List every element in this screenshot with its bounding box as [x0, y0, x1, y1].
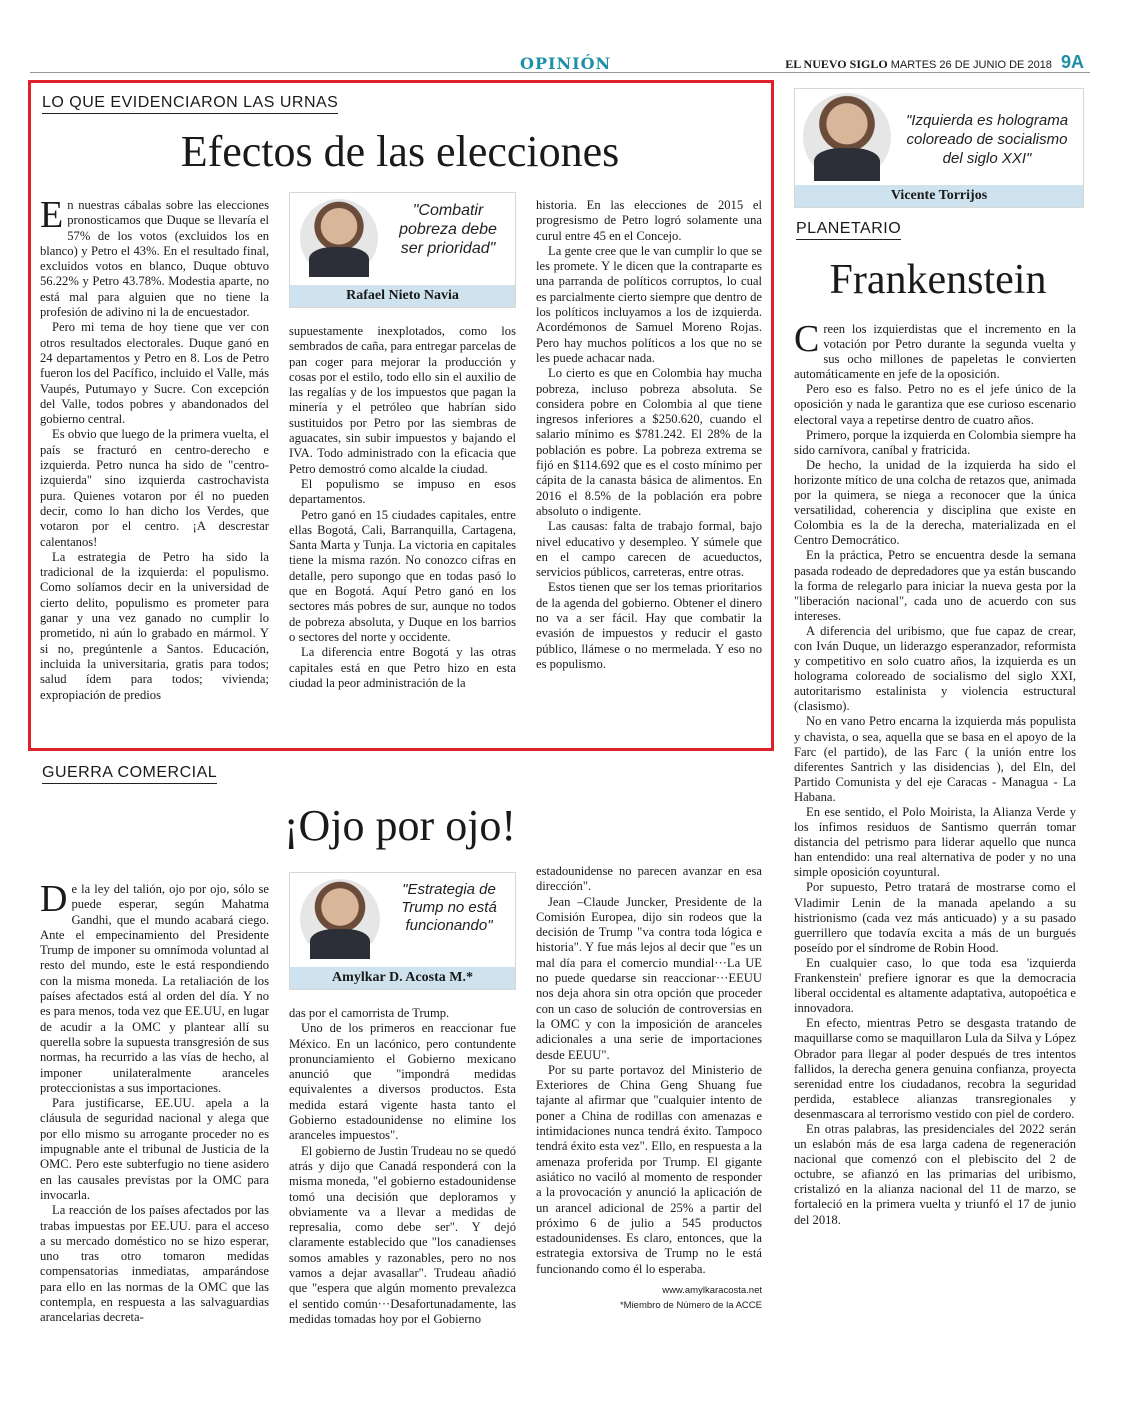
header-divider: [30, 72, 1090, 73]
article3-kicker: PLANETARIO: [796, 220, 901, 240]
paragraph: No en vano Petro encarna la izquierda más populista y chavista, o sea, aquella que se basa en el apoyo de la Farc (el partido), de las Farc ( la unión entre los diferentes Santrich y las disidencias ), del Eln, del Partido Comunista y del eje Caracas - Managua - La Habana.: [794, 714, 1076, 804]
paragraph: En efecto, mientras Petro se desgasta tratando de maquillarse como se maquillaron Lula da Silva y López Obrador para llegar al poder después de tres intentos fallidos, la derecha genera genuina confianza, proyecta serenidad entre los ciudadanos, recobra la seguridad perdida, establece alianzas transregionales y desenmascara al terrorismo vestido con piel de cordero.: [794, 1016, 1076, 1121]
article2-kicker: GUERRA COMERCIAL: [42, 764, 217, 784]
paper-name: EL NUEVO SIGLO: [785, 57, 888, 71]
paragraph: Pero mi tema de hoy tiene que ver con otros resultados electorales. Duque ganó en 24 departamentos y Petro en 8. Los de Petro fueron los del Pacífico, incluido el Valle, más Vaupés, Putumayo y Sucre. Con excepción del Valle, todos pobres y abandonados del gobierno central.: [40, 320, 269, 427]
paragraph: Para justificarse, EE.UU. apela a la cláusula de seguridad nacional y alega que por ello mismo su arrogante proceder no es impugnable ante el tribunal de Justicia de la OMC. Pero este subterfugio no tiene asidero en las causales previstas por la OMC para invocarla.: [40, 1096, 269, 1202]
paragraph: estadounidense no parecen avanzar en esa dirección".: [536, 864, 762, 894]
author-name: Vicente Torrijos: [795, 185, 1083, 207]
author-box-3: [794, 88, 1084, 208]
paragraph: En cualquier caso, lo que toda esa 'izquierda Frankenstein' prefiere ignorar es que la democracia liberal occidental es altamente adaptativa, autopoética e innovadora.: [794, 955, 1076, 1016]
paragraph: Estos tienen que ser los temas prioritarios de la agenda del gobierno. Obtener el dinero no va a ser fácil. Hay que combatir la evasión de impuestos y reducir el gasto público, llámese o no mermelada. Y eso no es populismo.: [536, 580, 762, 671]
article1-col2: [289, 324, 516, 691]
paragraph: reen los izquierdistas que el incremento en la votación por Petro durante la segunda vuelta y sus ocho millones de papeletas le convierten automáticamente en jefe de la oposición.: [794, 322, 1076, 382]
paragraph: El gobierno de Justin Trudeau no se quedó atrás y dijo que Canadá responderá con la misma moneda, "el gobierno estadounidense tomó una decisión que deploramos y obviamente va a llevar a medidas de represalia, como debe ser". Y dejó claramente establecido que "los canadienses somos amables y razonables, pero no nos vamos a dejar avasallar". Trudeau añadió que "espera que algún momento prevalezca el sentido común···Desafortunadamente, las medidas tomadas hoy por el Gobierno: [289, 1143, 516, 1326]
paragraph: supuestamente inexplotados, como los sembrados de caña, para entregar parcelas de pan coger para mejorar la producción y cosas por el estilo, todo ello sin el auxilio de las regalías y de los impuestos que pagan la minería y el petróleo que habrían sido sustituidos por Petro por las siembras de aguacates, sin subir impuestos y bajando el IVA. Todo administrado con la eficacia que Petro demostró como alcalde la ciudad.: [289, 324, 516, 476]
paragraph: Jean –Claude Juncker, Presidente de la Comisión Europea, dijo sin rodeos que la decisión de Trump "va contra toda lógica e historia". Y fue más lejos al decir que "es un mal día para el comercio mundial···La UE no puede quedarse sin reaccionar···EEUU nos deja ahora sin otra opción que proceder con un caso de solución de controversias en la OMC y con la imposición de aranceles adicionales a una serie de importaciones desde EEUU".: [536, 894, 762, 1062]
dropcap: D: [40, 878, 68, 920]
author-name: Amylkar D. Acosta M.*: [290, 967, 515, 989]
paragraph: La gente cree que le van cumplir lo que se les promete. Y le dicen que la contraparte es una parranda de políticos corruptos, lo cual es parcialmente cierto siempre que dentro de los políticos incluyamos a los de izquierda. Acordémonos de Samuel Moreno Rojas. Pero hay muchos políticos a los que no se les puede achacar nada.: [536, 243, 762, 365]
article2-col3: [536, 864, 762, 1314]
author-name: Rafael Nieto Navia: [290, 285, 515, 307]
paragraph: Lo cierto es que en Colombia hay mucha pobreza, incluso pobreza absoluta. Se considera pobre en Colombia al que tiene ingresos inferiores a $250.620, cuando el salario mínimo es $781.242. El 28% de la población es pobre. La pobreza extrema se fijó en $114.692 que es el costo mínimo per cápita de la canasta básica de alimentos. En 2016 el 8.5% de la población era pobre absoluto o indigente.: [536, 366, 762, 518]
author-box-2: [289, 872, 516, 990]
article2-col2: [289, 1006, 516, 1327]
article2-col1: [40, 878, 269, 1326]
author-box-1: [289, 192, 516, 308]
paragraph: En la práctica, Petro se encuentra desde la semana pasada rodeado de depredadores que ya están buscando la forma de relegarlo para iniciar la nueva gesta por la "liberación nacional", cada uno de acuerdo con sus intereses.: [794, 548, 1076, 623]
article3-title: Frankenstein: [829, 257, 1047, 303]
paragraph: De hecho, la unidad de la izquierda ha sido el horizonte mítico de una colcha de retazos que, animada por la quimera, se niega a reconocer que la única versatilidad, coherencia y disciplina que existe en Colombia es la de la derecha, materializada en el Centro Democrático.: [794, 457, 1076, 548]
paragraph: e la ley del talión, ojo por ojo, sólo se puede esperar, según Mahatma Gandhi, que el mundo acabará ciego. Ante el empecinamiento del Presidente Trump de imponer su omnímoda voluntad al resto del mundo, este le está respondiendo con la misma moneda. La retaliación de los países afectados está al orden del día. Y no es para menos, toda vez que EE.UU, en lugar de acudir a la OMC y plantear allí su querella sobre la supuesta transgresión de sus normas, ha recurrido a las vías de hecho, al imponer unilateralmente aranceles proteccionistas a sus importaciones.: [40, 882, 269, 1095]
article1-col1: [40, 194, 269, 703]
author-footnote: *Miembro de Número de la ACCE: [619, 1300, 762, 1312]
author-photo: [300, 199, 378, 277]
paragraph: Por su parte portavoz del Ministerio de Exteriores de China Geng Shuang fue tajante al afirmar que "cualquier intento de poner a China de rodillas con amenazas e intimidaciones nunca tendrá éxito. Tampoco tendrá éxito esta vez". Ello, en respuesta a la amenaza proferida por Trump. El gigante asiático no vaciló al momento de responder a la provocación y anunció la aplicación de un arancel adicional de 25% a partir del próximo 6 de julio a 545 productos estadounidenses. Es claro, entonces, que la estrategia extorsiva de Trump no le está funcionando como él lo esperaba.: [536, 1062, 762, 1276]
article2-title: ¡Ojo por ojo!: [283, 801, 517, 850]
pull-quote: "Estrategia de Trump no está funcionando": [401, 881, 497, 934]
paragraph: En otras palabras, las presidenciales del 2022 serán un eslabón más de esa larga cadena de regeneración nacional que comenzó con el plebiscito del 2 de octubre, se afianzó en las primarias del uribismo, cristalizó en la alianza nacional del 11 de marzo, se fortaleció en la primera vuelta y triunfó el 17 de junio del 2018.: [794, 1121, 1076, 1227]
pull-quote: "Combatir pobreza debe ser prioridad": [399, 202, 497, 257]
paragraph: El populismo se impuso en esos departamentos.: [289, 476, 516, 507]
paragraph: Pero eso es falso. Petro no es el jefe único de la oposición y nada le garantiza que ese curioso escenario electoral vaya a repetirse dentro de cuatro años.: [794, 382, 1076, 427]
paragraph: La estrategia de Petro ha sido la tradicional de la izquierda: el populismo. Como solíamos decir en la universidad de cierto delito, populismo es prometer para ganar y una vez ganado no cumplir lo prometido, ni aún lo grabado en mármol. Y si no, pregúntenle a Santos. Educación, incluida la universitaria, gratis para todos; salud ídem para todos; vivienda; expropiación de predios: [40, 549, 269, 702]
dropcap: E: [40, 194, 64, 236]
paragraph: En ese sentido, el Polo Moirista, la Alianza Verde y los ínfimos residuos de Santismo querrán tomar distancia del petrismo para liderar aquello que nunca han entendido: una real alternativa de poder y no una simple oposición coyuntural.: [794, 805, 1076, 880]
paragraph: das por el camorrista de Trump.: [289, 1006, 450, 1020]
paragraph: La diferencia entre Bogotá y las otras capitales está en que Petro hizo en esta ciudad la peor administración de la: [289, 645, 516, 690]
page-number: 9A: [1060, 52, 1084, 72]
issue-date: MARTES 26 DE JUNIO DE 2018: [890, 59, 1052, 71]
article1-kicker: LO QUE EVIDENCIARON LAS URNAS: [42, 94, 338, 114]
masthead-info: [785, 52, 1084, 73]
paragraph: Petro ganó en 15 ciudades capitales, entre ellas Bogotá, Cali, Barranquilla, Cartagena, Santa Marta y Tunja. La victoria en capitales tiene la misma razón. No conozco cifras en detalle, pero supongo que en todas pasó lo que en Bogotá. Aquí Petro ganó en los sectores más pobres de sur, aunque no todos de pobreza absoluta, y Duque en los barrios o sectores del norte y occidente.: [289, 507, 516, 644]
paragraph: Primero, porque la izquierda en Colombia siempre ha sido carnívora, caníbal y fratricida.: [794, 427, 1076, 457]
paragraph: n nuestras cábalas sobre las elecciones pronosticamos que Duque se llevaría el 57% de los votos (excluidos los en blanco) y Petro el 43%. En el resultado final, excluidos votos en blanco, Duque obtuvo 56.22% y Petro 43.78%. Modestia aparte, no está mal para alguien que no tiene la profesión de adivino ni la de encuestador.: [40, 198, 269, 320]
pull-quote: "Izquierda es holograma coloreado de socialismo del siglo XXI": [905, 112, 1069, 167]
author-photo: [803, 93, 891, 181]
article1-title: Efectos de las elecciones: [180, 127, 620, 176]
paragraph: Es obvio que luego de la primera vuelta, el país se fracturó en centro-derecho e izquierda. Petro nunca ha sido de "centro-izquierda" sino izquierda castrochavista pura. Quienes votaron por él no pueden decir, como lo han dicho los Verdes, que votaron por el centro. ¡A descrestar calentanos!: [40, 427, 269, 549]
article1-col3: [536, 198, 762, 672]
dropcap: C: [794, 318, 820, 360]
paragraph: Uno de los primeros en reaccionar fue México. En un lacónico, pero contundente pronunciamiento el Gobierno mexicano anunció que "impondrá medidas equivalentes a diversos productos. Esta medida estará vigente hasta tanto el Gobierno estadounidense no elimine los aranceles impuestos".: [289, 1021, 516, 1143]
article3-body: [794, 318, 1076, 1228]
paragraph: Por supuesto, Petro tratará de mostrarse como el Vladimir Lenin de la manada apelando a su histrionismo (cada vez más anticuado) y a su pasado guerrillero que todavía excita a más de un burgués poseído por el síndrome de Robin Hood.: [794, 880, 1076, 955]
paragraph: Las causas: falta de trabajo formal, bajo nivel educativo y desempleo. Y súmele que en el campo carecen de acueductos, servicios públicos, carreteras, entre otras.: [536, 519, 762, 580]
author-photo: [300, 879, 380, 959]
paragraph: A diferencia del uribismo, que fue capaz de crear, con Iván Duque, un liderazgo esperanzador, reformista y competitivo en solo cuatro años, la izquierda es un holograma coloreado de socialismo del siglo XXI, autoritarismo estalinista y violencia estructural (clasismo).: [794, 623, 1076, 714]
website-credit: www.amylkaracosta.net: [662, 1285, 762, 1297]
paragraph: La reacción de los países afectados por las trabas impuestas por EE.UU. para el acceso a su mercado doméstico no se hizo esperar, uno tras otro tomaron medidas compensatorias inmediatas, amparándose para ello en las normas de la OMC que las contempla, en respuesta a las salvaguardias arancelarias decreta-: [40, 1203, 269, 1325]
section-label: OPINIÓN: [520, 54, 612, 73]
paragraph: historia. En las elecciones de 2015 el progresismo de Petro logró solamente una curul entre 45 en el Concejo.: [536, 198, 762, 243]
